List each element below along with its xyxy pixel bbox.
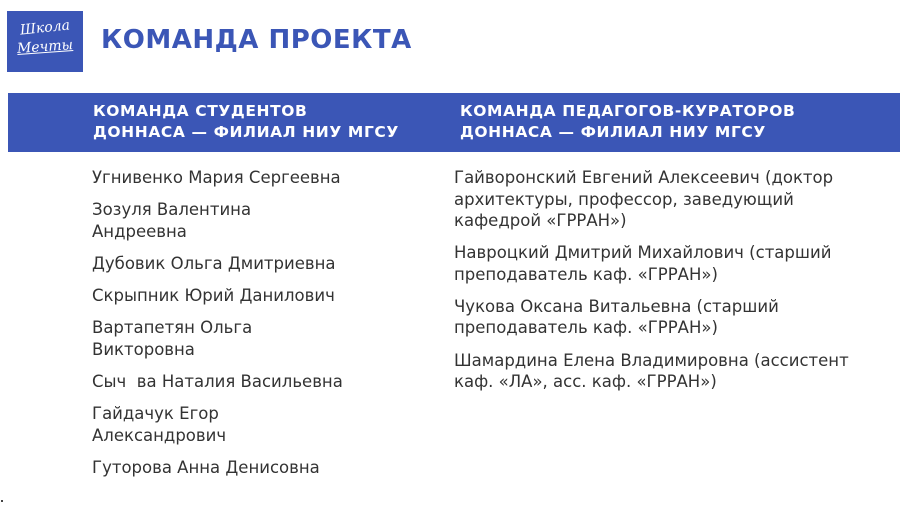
- member-name-cont: Александрович: [92, 425, 227, 445]
- logo-line-1: Школа: [19, 17, 71, 39]
- section-header-band: [8, 93, 900, 152]
- curator-line: Шамардина Елена Владимировна (ассистент: [454, 350, 849, 370]
- curators-heading: [460, 101, 795, 143]
- list-item: [454, 350, 874, 393]
- page-title: КОМАНДА ПРОЕКТА: [101, 25, 412, 55]
- member-name: Угнивенко Мария Сергеевна: [92, 168, 341, 187]
- member-name-cont: Андреевна: [92, 221, 187, 241]
- students-heading: [93, 101, 399, 143]
- students-list: [92, 167, 392, 489]
- member-name-cont: Викторовна: [92, 339, 195, 359]
- curators-list: [454, 167, 874, 403]
- list-item: [92, 199, 392, 242]
- curator-line: каф. «ЛА», асс. каф. «ГРРАН»): [454, 372, 717, 392]
- curator-line: Чукова Оксана Витальевна (старший: [454, 296, 779, 316]
- students-heading-line-2: ДОННАСА — ФИЛИАЛ НИУ МГСУ: [93, 123, 399, 141]
- member-name: Гайдачук Егор: [92, 404, 219, 424]
- curator-line: архитектуры, профессор, заведующий: [454, 189, 794, 209]
- school-logo: [7, 11, 83, 72]
- list-item: [92, 457, 392, 479]
- member-name: Сыч ва Наталия Васильевна: [92, 371, 343, 391]
- member-name: Дубовик Ольга Дмитриевна: [92, 253, 336, 273]
- member-name: Зозуля Валентина: [92, 200, 252, 220]
- list-item: [454, 296, 874, 339]
- member-name: Скрыпник Юрий Данилович: [92, 286, 335, 306]
- students-heading-line-1: КОМАНДА СТУДЕНТОВ: [93, 102, 308, 120]
- list-item: [92, 317, 392, 360]
- curators-heading-line-2: ДОННАСА — ФИЛИАЛ НИУ МГСУ: [460, 123, 766, 141]
- member-name: Гуторова Анна Денисовна: [92, 457, 320, 477]
- list-item: [92, 253, 392, 275]
- logo-line-2: Мечты: [16, 37, 74, 57]
- list-item: [92, 167, 392, 189]
- member-name: Вартапетян Ольга: [92, 318, 253, 338]
- curator-line: преподаватель каф. «ГРРАН»): [454, 264, 718, 284]
- list-item: [92, 285, 392, 307]
- list-item: [454, 167, 874, 232]
- list-item: [454, 242, 874, 285]
- curator-line: Навроцкий Дмитрий Михайлович (старший: [454, 243, 832, 263]
- list-item: [92, 403, 392, 446]
- curator-line: кафедрой «ГРРАН»): [454, 211, 627, 230]
- curator-line: Гайворонский Евгений Алексеевич (доктор: [454, 168, 834, 187]
- curators-heading-line-1: КОМАНДА ПЕДАГОГОВ-КУРАТОРОВ: [460, 102, 796, 120]
- curator-line: преподаватель каф. «ГРРАН»): [454, 318, 718, 338]
- decorative-dot: [1, 500, 3, 502]
- list-item: [92, 371, 392, 393]
